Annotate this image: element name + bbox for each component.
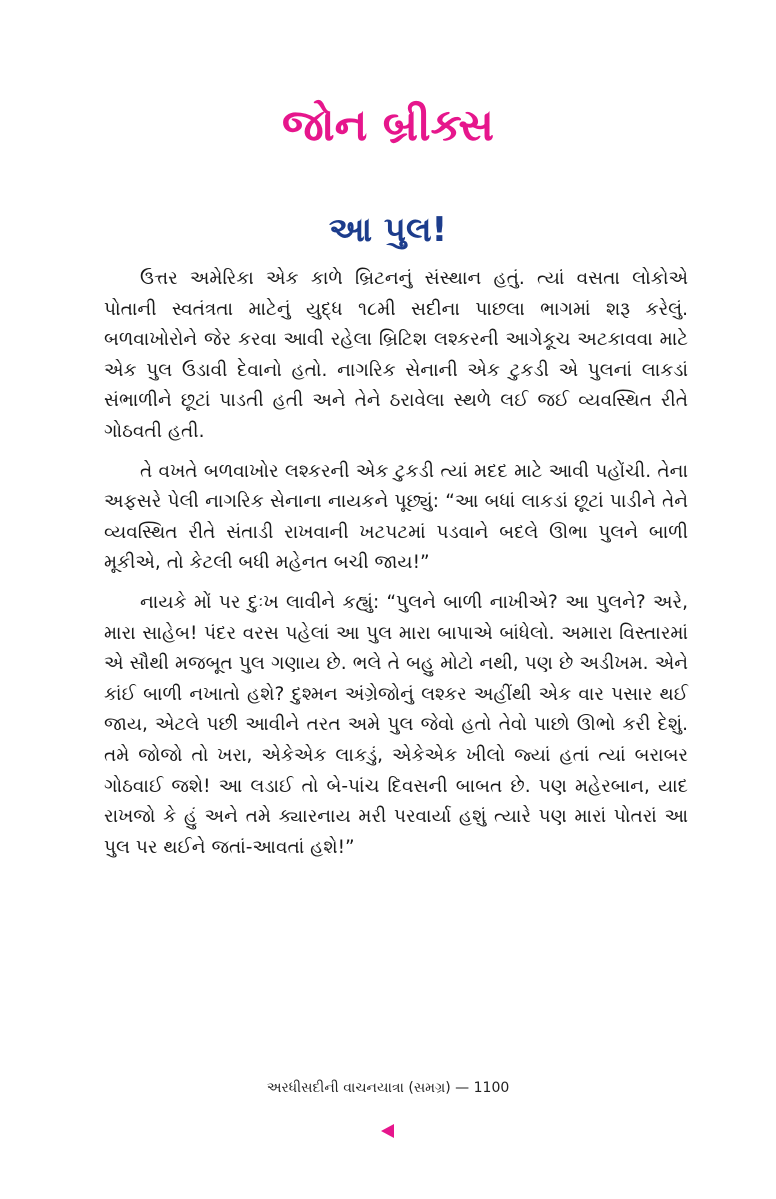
page-footer: અરધીસદીની વાચનયાત્રા (સમગ્ર) — 1100	[266, 1080, 510, 1096]
paragraph-2: તે વખતે બળવાખોર લશ્કરની એક ટુકડી ત્યાં મદદ માટે આવી પહોંચી. તેના અફસરે પેલી નાગરિક સેનાના નાયકને પૂછ્યું: “આ બધાં લાકડાં છૂટાં પાડીને તેને વ્યવસ્થિત રીતે સંતાડી રાખવાની ખટપટમાં પડવાને બદલે ઊભા પુલને બાળી મૂકીએ, તો કેટલી બધી મહેનત બચી જાય!”	[104, 460, 688, 574]
author-name: જોન બ્રીક્સ	[282, 100, 494, 151]
paragraph-1: ઉત્તર અમેરિકા એક કાળે બ્રિટનનું સંસ્થાન હતું. ત્યાં વસતા લોકોએ પોતાની સ્વતંત્રતા માટેનું યુદ્ધ ૧૮મી સદીના પાછલા ભાગમાં શરૂ કરેલું. બળવાખોરોને જેર કરવા આવી રહેલા બ્રિટિશ લશ્કરની આગેકૂચ અટકાવવા માટે એક પુલ ઉડાવી દેવાનો હતો. નાગરિક સેનાની એક ટુકડી એ પુલનાં લાકડાં સંભાળીને છૂટાં પાડતી હતી અને તેને ઠરાવેલા સ્થળે લઈ જઈ વ્યવસ્થિત રીતે ગોઠવતી હતી.	[104, 268, 688, 442]
story-title: આ પુલ!	[328, 210, 448, 250]
story-body	[104, 264, 688, 872]
paragraph-3: નાયકે મોં પર દુઃખ લાવીને કહ્યું: “પુલને બાળી નાખીએ? આ પુલને? અરે, મારા સાહેબ! પંદર વરસ પહેલાં આ પુલ મારા બાપાએ બાંધેલો. અમારા વિસ્તારમાં એ સૌથી મજબૂત પુલ ગણાય છે. ભલે તે બહુ મોટો નથી, પણ છે અડીખમ. એને કાંઈ બાળી નખાતો હશે? દુશ્મન અંગ્રેજોનું લશ્કર અહીંથી એક વાર પસાર થઈ જાય, એટલે પછી આવીને તરત અમે પુલ જેવો હતો તેવો પાછો ઊભો કરી દેશું. તમે જોજો તો ખરા, એકેએક લાકડું, એકેએક ખીલો જ્યાં હતાં ત્યાં બરાબર ગોઠવાઈ જશે! આ લડાઈ તો બે-પાંચ દિવસની બાબત છે. પણ મહેરબાન, યાદ રાખજો કે હું અને તમે ક્યારનાય મરી પરવાર્યા હશું ત્યારે પણ મારાં પોતરાં આ પુલ પર થઈને જતાં-આવતાં હશે!”	[104, 591, 688, 858]
triangle-left-icon[interactable]	[381, 1124, 394, 1138]
